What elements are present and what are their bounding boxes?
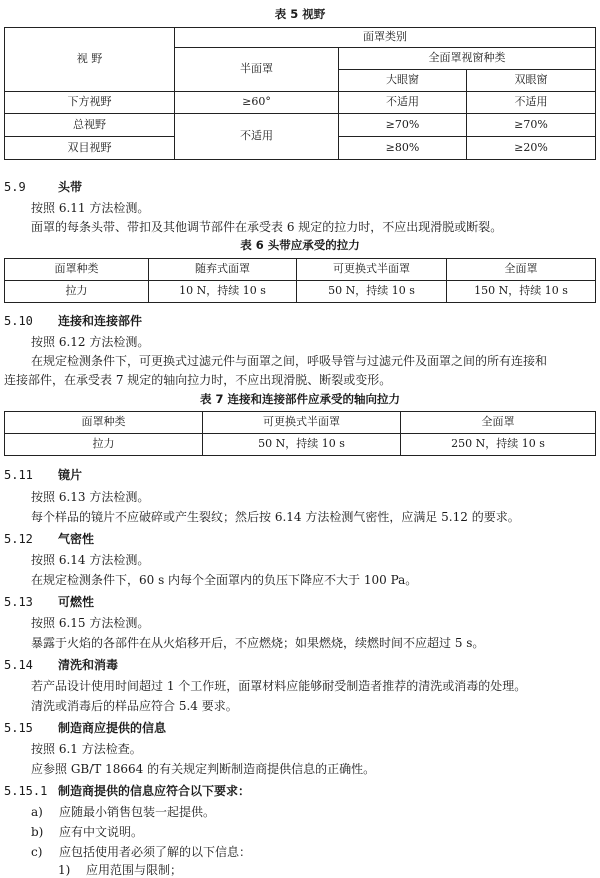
table-row <box>5 281 596 303</box>
sub-list-item: 1) 应用范围与限制； <box>58 863 183 877</box>
table-row <box>5 92 596 114</box>
paragraph: 面罩的每条头带、带扣及其他调节部件在承受表 6 规定的拉力时，不应出现滑脱或断裂。 <box>31 220 503 234</box>
section-heading: 5.13 可燃性 <box>4 595 95 609</box>
section-heading: 5.11 镜片 <box>4 468 83 482</box>
t6-cell: 50 N，持续 10 s <box>297 281 447 303</box>
paragraph: 按照 6.11 方法检测。 <box>31 201 150 215</box>
t5-row-label: 双目视野 <box>5 137 175 160</box>
section-heading: 5.15.1 制造商提供的信息应符合以下要求： <box>4 784 251 798</box>
paragraph: 按照 6.15 方法检测。 <box>31 616 150 630</box>
paragraph: 在规定检测条件下，60 s 内每个全面罩内的负压下降应不大于 100 Pa。 <box>31 573 418 587</box>
t5-header-field: 视 野 <box>5 28 175 92</box>
paragraph: 暴露于火焰的各部件在从火焰移开后，不应燃烧；如果燃烧，续燃时间不应超过 5 s。 <box>31 636 485 650</box>
t6-header: 随弃式面罩 <box>149 259 297 281</box>
table-6-caption: 表 6 头带应承受的拉力 <box>240 238 360 252</box>
paragraph: 应参照 GB/T 18664 的有关规定判断制造商提供信息的正确性。 <box>31 762 376 776</box>
t6-cell: 10 N，持续 10 s <box>149 281 297 303</box>
t6-cell: 150 N，持续 10 s <box>447 281 596 303</box>
table-row <box>5 114 596 137</box>
t6-cell: 拉力 <box>5 281 149 303</box>
t5-cell: ≥80% <box>339 137 467 160</box>
paragraph: 按照 6.12 方法检测。 <box>31 335 150 349</box>
table-5-caption: 表 5 视野 <box>274 7 326 21</box>
paragraph: 每个样品的镜片不应破碎或产生裂纹；然后按 6.14 方法检测气密性，应满足 5.12 的要求。 <box>31 510 520 524</box>
section-heading: 5.9 头带 <box>4 180 83 194</box>
t7-cell: 50 N，持续 10 s <box>203 434 401 456</box>
t5-header-dual: 双眼窗 <box>467 70 596 92</box>
t7-cell: 拉力 <box>5 434 203 456</box>
t5-header-half: 半面罩 <box>175 48 339 92</box>
paragraph: 按照 6.13 方法检测。 <box>31 490 150 504</box>
t5-header-type: 面罩类别 <box>175 28 596 48</box>
t5-cell: 不适用 <box>339 92 467 114</box>
list-item: a) 应随最小销售包装一起提供。 <box>31 805 216 819</box>
paragraph: 在规定检测条件下，可更换式过滤元件与面罩之间，呼吸导管与过滤元件及面罩之间的所有连接和 <box>31 354 548 368</box>
table-row <box>5 434 596 456</box>
table-7-caption: 表 7 连接和连接部件应承受的轴向拉力 <box>199 392 400 406</box>
section-heading: 5.10 连接和连接部件 <box>4 314 143 328</box>
t5-cell: ≥70% <box>339 114 467 137</box>
t5-header-full: 全面罩视窗种类 <box>339 48 596 70</box>
table-header-row <box>5 259 596 281</box>
t5-cell: 不适用 <box>175 114 339 160</box>
t6-header: 可更换式半面罩 <box>297 259 447 281</box>
paragraph: 按照 6.1 方法检查。 <box>31 742 142 756</box>
t5-cell: 不适用 <box>467 92 596 114</box>
t7-cell: 250 N，持续 10 s <box>401 434 596 456</box>
t5-cell: ≥70% <box>467 114 596 137</box>
paragraph: 清洗或消毒后的样品应符合 5.4 要求。 <box>31 699 238 713</box>
table-header-row <box>5 412 596 434</box>
list-item: c) 应包括使用者必须了解的以下信息： <box>31 845 252 859</box>
t5-row-label: 下方视野 <box>5 92 175 114</box>
table-5 <box>4 27 596 160</box>
table-7 <box>4 411 596 456</box>
section-heading: 5.12 气密性 <box>4 532 95 546</box>
section-heading: 5.14 清洗和消毒 <box>4 658 119 672</box>
list-item: b) 应有中文说明。 <box>31 825 144 839</box>
t5-header-big: 大眼窗 <box>339 70 467 92</box>
t7-header: 可更换式半面罩 <box>203 412 401 434</box>
t6-header: 全面罩 <box>447 259 596 281</box>
paragraph: 若产品设计使用时间超过 1 个工作班，面罩材料应能够耐受制造者推荐的清洗或消毒的处理。 <box>31 679 527 693</box>
t7-header: 全面罩 <box>401 412 596 434</box>
paragraph: 按照 6.14 方法检测。 <box>31 553 150 567</box>
t6-header: 面罩种类 <box>5 259 149 281</box>
t5-cell: ≥60° <box>175 92 339 114</box>
paragraph: 连接部件，在承受表 7 规定的轴向拉力时，不应出现滑脱、断裂或变形。 <box>4 373 392 387</box>
section-heading: 5.15 制造商应提供的信息 <box>4 721 167 735</box>
table-6 <box>4 258 596 303</box>
t7-header: 面罩种类 <box>5 412 203 434</box>
t5-row-label: 总视野 <box>5 114 175 137</box>
t5-cell: ≥20% <box>467 137 596 160</box>
